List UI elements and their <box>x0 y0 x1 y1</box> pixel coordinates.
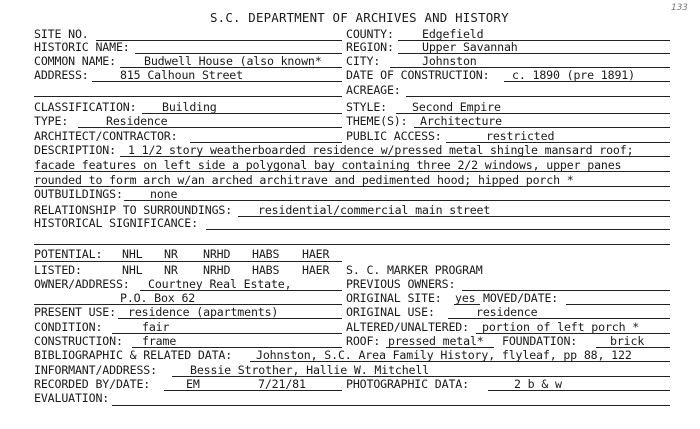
label-original-use: ORIGINAL USE: <box>346 305 435 319</box>
value-altered: portion of left porch * <box>482 320 640 334</box>
listed-habs: HABS <box>252 263 280 277</box>
value-owner-line2: P.O. Box 62 <box>120 291 196 305</box>
value-common-name: Budwell House (also known* <box>144 54 322 68</box>
value-public-access: restricted <box>486 129 555 143</box>
theme-line <box>414 127 670 128</box>
value-style: Second Empire <box>412 100 501 114</box>
marker-program-heading: S. C. MARKER PROGRAM <box>346 263 483 277</box>
label-common-name: COMMON NAME: <box>34 54 116 68</box>
original-use-line <box>448 318 670 319</box>
historical-significance-line-2 <box>34 244 670 245</box>
type-line <box>78 127 342 128</box>
label-date-of-construction: DATE OF CONSTRUCTION: <box>346 68 490 82</box>
label-recorded-by: RECORDED BY/DATE: <box>34 377 151 391</box>
label-outbuildings: OUTBUILDINGS: <box>34 187 123 201</box>
value-original-use: residence <box>476 305 538 319</box>
label-historical-significance: HISTORICAL SIGNIFICANCE: <box>34 216 198 230</box>
value-description-line3: rounded to form arch w/an arched architrave and pedimented hood; hipped porch * <box>34 173 574 187</box>
present-use-line <box>118 318 342 319</box>
label-listed: LISTED: <box>34 263 82 277</box>
evaluation-line <box>112 405 670 406</box>
value-original-site: yes <box>455 291 476 305</box>
value-photographic-data: 2 b & w <box>514 377 562 391</box>
value-description-line1: 1 1/2 story weatherboarded residence w/pressed metal shingle mansard roof; <box>128 143 634 157</box>
listed-haer: HAER <box>302 263 330 277</box>
label-city: CITY: <box>346 54 381 68</box>
value-relationship: residential/commercial main street <box>258 203 491 217</box>
label-foundation: FOUNDATION: <box>502 334 578 348</box>
label-present-use: PRESENT USE: <box>34 305 116 319</box>
listed-nrhd: NRHD <box>203 263 231 277</box>
relationship-line <box>238 216 670 217</box>
label-type: TYPE: <box>34 114 69 128</box>
label-moved-date: MOVED/DATE: <box>483 291 559 305</box>
acreage-line <box>406 96 670 97</box>
description-line-3 <box>34 186 670 187</box>
recorded-by-line <box>164 390 342 391</box>
value-type: Residence <box>106 114 168 128</box>
label-style: STYLE: <box>346 100 387 114</box>
potential-nrhd: NRHD <box>203 247 231 261</box>
value-theme: Architecture <box>420 114 502 128</box>
page-number: 133 <box>671 3 688 13</box>
value-recorded-by: EM <box>186 377 200 391</box>
value-date-of-construction: c. 1890 (pre 1891) <box>512 68 635 82</box>
value-bibliographic: Johnston, S.C. Area Family History, flyleaf, pp 88, 122 <box>256 348 632 362</box>
label-site-no: SITE NO. <box>34 27 89 41</box>
label-potential: POTENTIAL: <box>34 247 103 261</box>
date-of-construction-line <box>504 81 670 82</box>
outbuildings-line <box>124 200 670 201</box>
moved-date-line <box>566 304 670 305</box>
value-address: 815 Calhoun Street <box>120 68 243 82</box>
label-classification: CLASSIFICATION: <box>34 100 137 114</box>
value-construction: frame <box>142 334 177 348</box>
value-classification: Building <box>162 100 217 114</box>
site-no-line <box>96 40 342 41</box>
label-owner-address: OWNER/ADDRESS: <box>34 277 130 291</box>
historical-significance-line <box>206 229 670 230</box>
value-roof: pressed metal* <box>388 334 484 348</box>
value-description-line2: facade features on left side a polygonal bay containing three 2/2 windows, upper panes <box>34 158 622 172</box>
potential-habs: HABS <box>252 247 280 261</box>
value-outbuildings: none <box>150 187 178 201</box>
label-altered: ALTERED/UNALTERED: <box>346 320 469 334</box>
value-city: Johnston <box>422 54 477 68</box>
classification-line <box>142 113 342 114</box>
potential-nr: NR <box>164 247 178 261</box>
value-owner-line1: Courtney Real Estate, <box>148 277 292 291</box>
listed-nr: NR <box>164 263 178 277</box>
label-informant: INFORMANT/ADDRESS: <box>34 363 157 377</box>
blank-line-left <box>34 96 342 97</box>
label-evaluation: EVALUATION: <box>34 391 110 405</box>
value-present-use: residence (apartments) <box>128 305 279 319</box>
photographic-data-line <box>488 390 670 391</box>
label-construction: CONSTRUCTION: <box>34 334 123 348</box>
label-photographic-data: PHOTOGRAPHIC DATA: <box>346 377 469 391</box>
value-condition: fair <box>142 320 170 334</box>
label-architect: ARCHITECT/CONTRACTOR: <box>34 129 178 143</box>
potential-line <box>34 261 342 262</box>
listed-nhl: NHL <box>122 263 143 277</box>
bibliographic-line <box>250 361 670 362</box>
description-line-2 <box>34 171 670 172</box>
label-original-site: ORIGINAL SITE: <box>346 291 442 305</box>
description-line-1 <box>120 156 670 157</box>
form-header: S.C. DEPARTMENT OF ARCHIVES AND HISTORY <box>210 10 509 25</box>
value-informant: Bessie Strother, Hallie W. Mitchell <box>190 363 430 377</box>
potential-nhl: NHL <box>122 247 143 261</box>
label-condition: CONDITION: <box>34 320 103 334</box>
value-region: Upper Savannah <box>422 40 518 54</box>
value-recorded-date: 7/21/81 <box>258 377 306 391</box>
label-acreage: ACREAGE: <box>346 83 401 97</box>
label-previous-owners: PREVIOUS OWNERS: <box>346 277 456 291</box>
label-bibliographic: BIBLIOGRAPHIC & RELATED DATA: <box>34 348 233 362</box>
label-county: COUNTY: <box>346 27 394 41</box>
value-county: Edgefield <box>422 27 484 41</box>
address-line <box>92 81 342 82</box>
label-public-access: PUBLIC ACCESS: <box>346 129 442 143</box>
label-theme: THEME(S): <box>346 114 408 128</box>
label-region: REGION: <box>346 40 394 54</box>
value-foundation: brick <box>610 334 645 348</box>
potential-haer: HAER <box>302 247 330 261</box>
label-description: DESCRIPTION: <box>34 143 116 157</box>
label-address: ADDRESS: <box>34 68 89 82</box>
label-roof: ROOF: <box>346 334 381 348</box>
label-historic-name: HISTORIC NAME: <box>34 40 130 54</box>
label-relationship: RELATIONSHIP TO SURROUNDINGS: <box>34 203 233 217</box>
